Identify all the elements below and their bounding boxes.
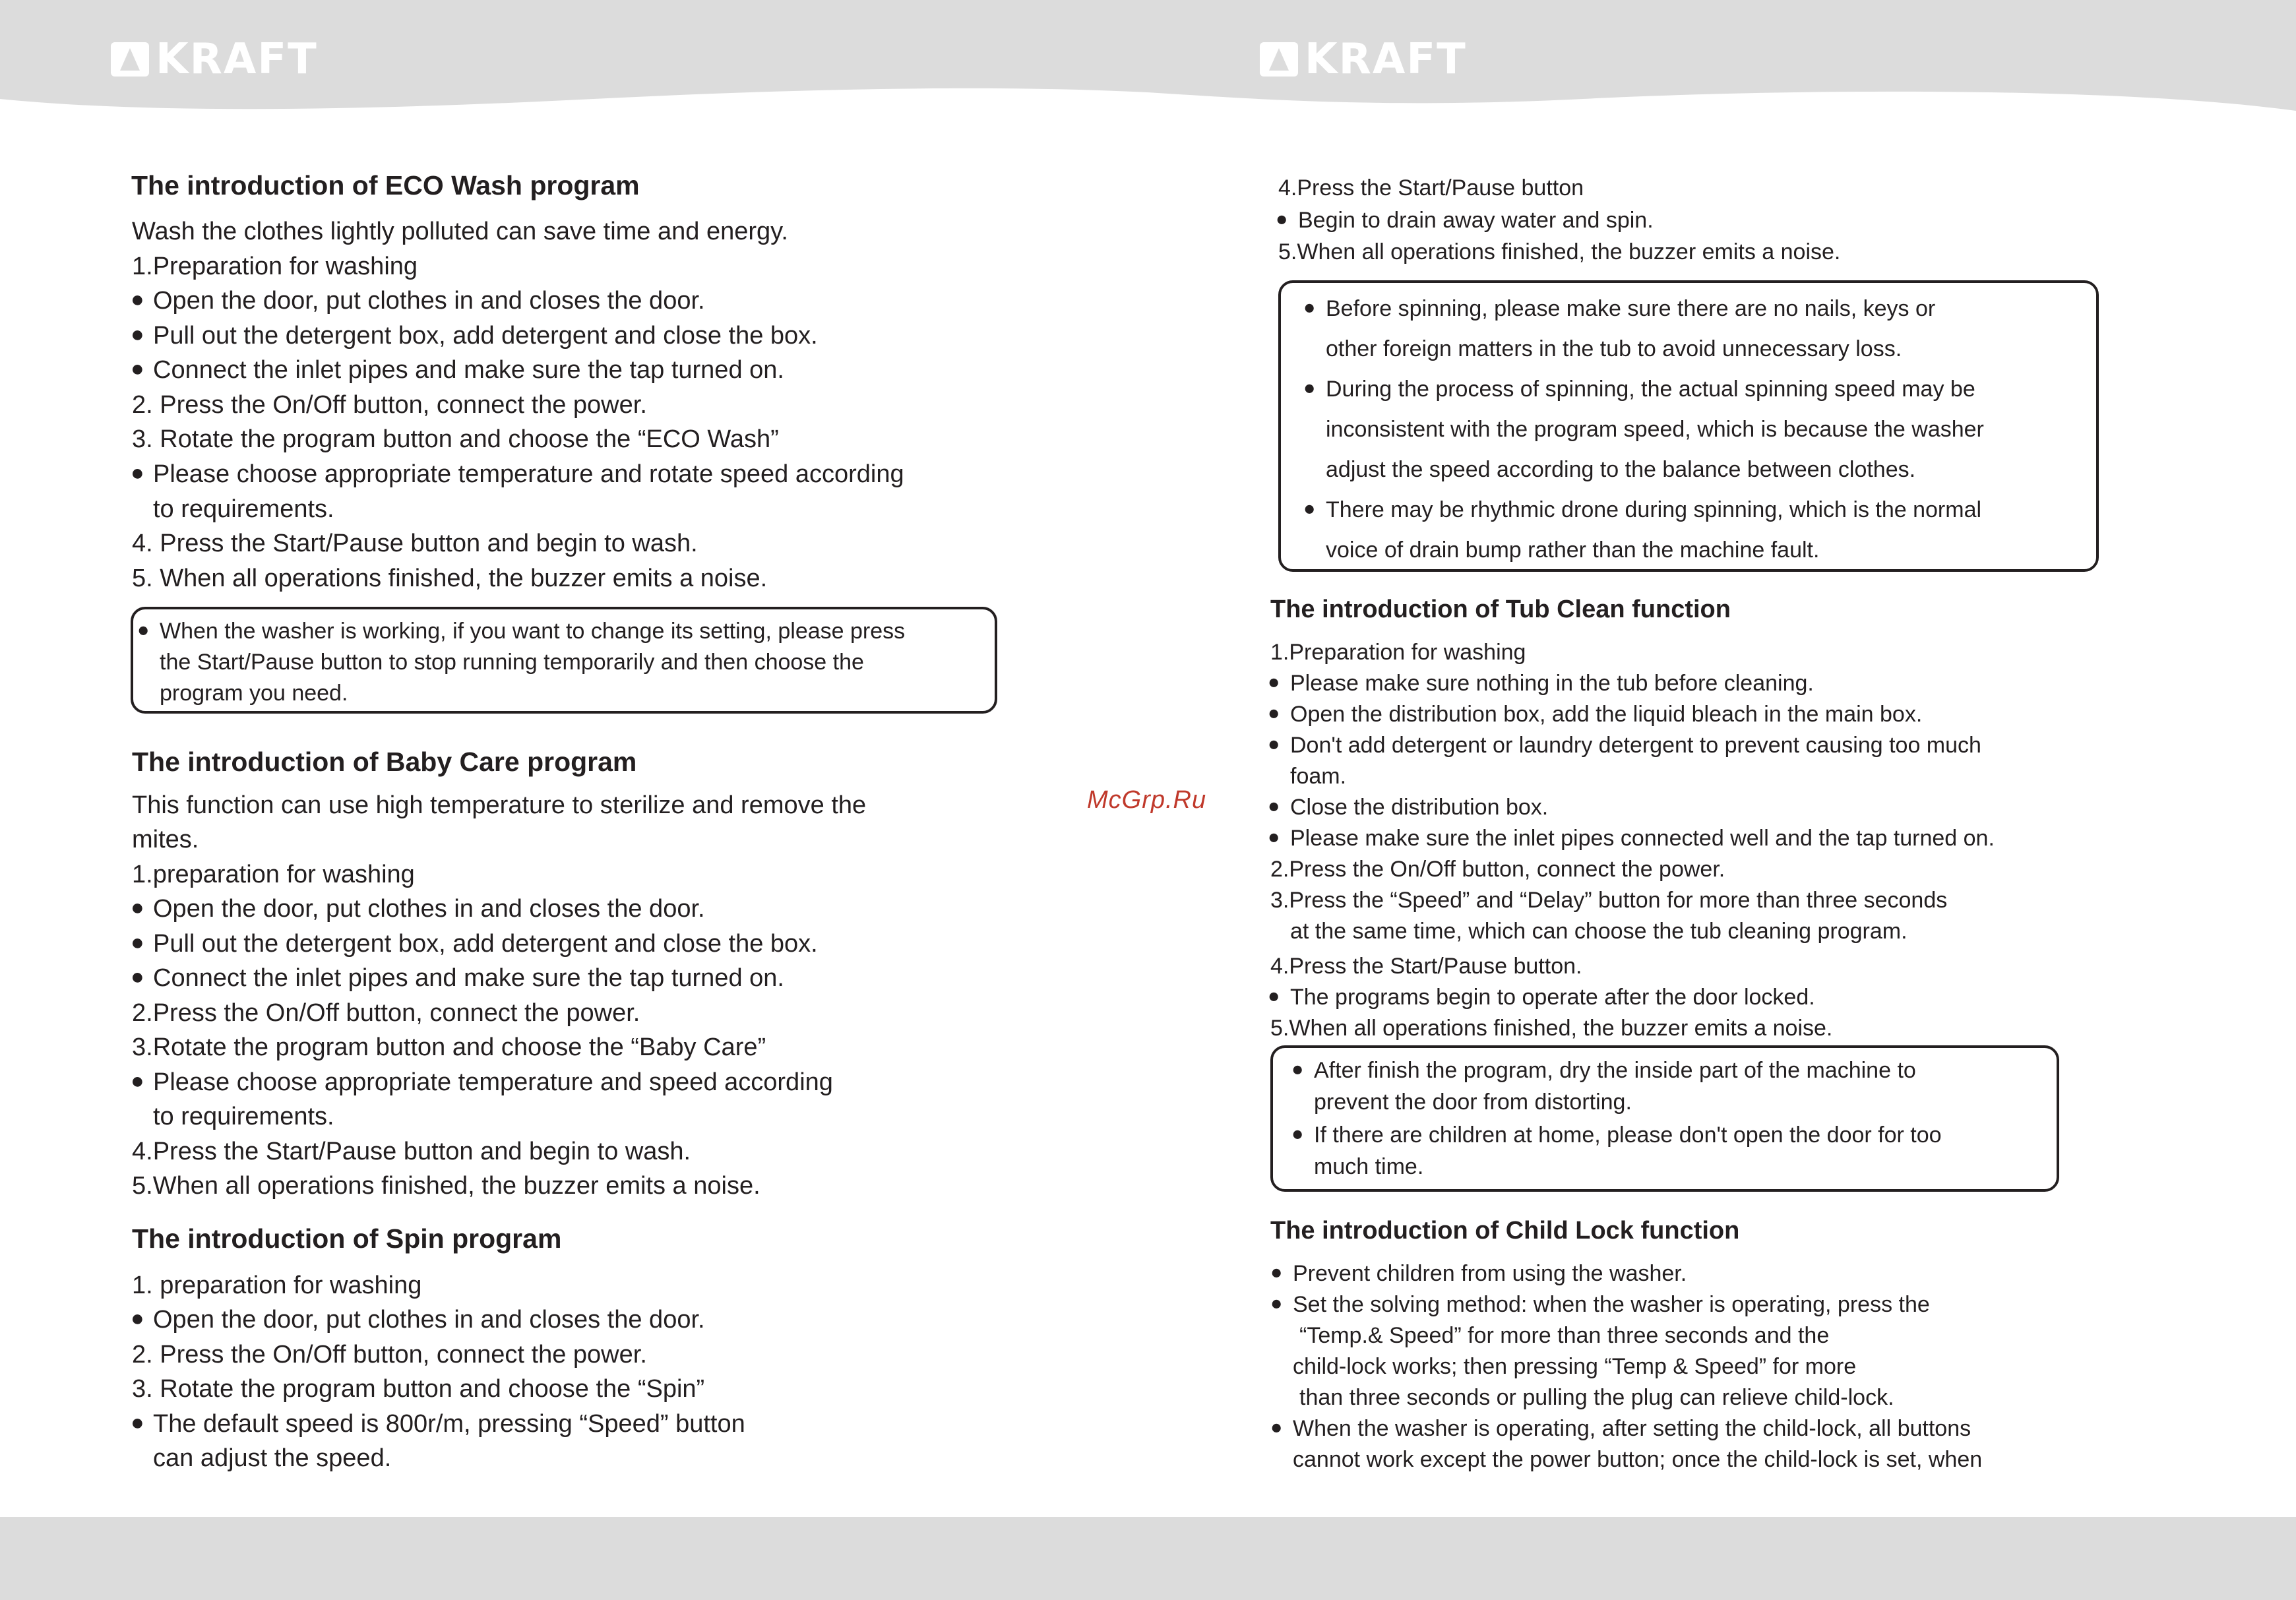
note-line: ● When the washer is working, if you want to change its setting, please press xyxy=(160,619,905,644)
note-line: ● Before spinning, please make sure there are no nails, keys or xyxy=(1326,296,1935,322)
baby-title: The introduction of Baby Care program xyxy=(132,747,637,777)
list-item: 5.When all operations finished, the buzzer emits a noise. xyxy=(1278,239,1841,264)
list-item: can adjust the speed. xyxy=(153,1444,392,1472)
list-item: 1. preparation for washing xyxy=(132,1272,422,1299)
footer-band xyxy=(0,1517,2296,1600)
note-line: the Start/Pause button to stop running temporarily and then choose the xyxy=(160,650,864,675)
list-item: “Temp.& Speed” for more than three seconds and the xyxy=(1299,1323,1830,1348)
list-item: ● Prevent children from using the washer. xyxy=(1293,1261,1687,1287)
right-page xyxy=(1148,0,2296,1517)
list-item: 2. Press the On/Off button, connect the power. xyxy=(132,391,647,419)
list-item: 3. Rotate the program button and choose the “ECO Wash” xyxy=(132,425,779,453)
list-item: 3.Press the “Speed” and “Delay” button for more than three seconds xyxy=(1270,888,1948,913)
list-item: 3. Rotate the program button and choose the “Spin” xyxy=(132,1375,705,1403)
list-item: ● Connect the inlet pipes and make sure the tap turned on. xyxy=(153,964,784,993)
list-item: ● Open the door, put clothes in and closes the door. xyxy=(153,1306,705,1334)
list-item: at the same time, which can choose the tub cleaning program. xyxy=(1290,919,1908,944)
list-item: 1.Preparation for washing xyxy=(132,253,418,280)
list-item: ● Connect the inlet pipes and make sure the tap turned on. xyxy=(153,356,784,385)
eco-title: The introduction of ECO Wash program xyxy=(131,170,640,200)
list-item: 4. Press the Start/Pause button and begin to wash. xyxy=(132,530,698,557)
left-page xyxy=(0,0,1148,1517)
tub-note-box xyxy=(1270,1045,2059,1192)
list-item: child-lock works; then pressing “Temp & Speed” for more xyxy=(1293,1354,1857,1379)
list-item: foam. xyxy=(1290,764,1347,789)
list-item: to requirements. xyxy=(153,1103,334,1130)
list-item: 4.Press the Start/Pause button. xyxy=(1270,954,1582,979)
list-item: This function can use high temperature to sterilize and remove the xyxy=(132,791,867,819)
note-line: inconsistent with the program speed, which is because the washer xyxy=(1326,417,1984,442)
note-line: other foreign matters in the tub to avoid unnecessary loss. xyxy=(1326,336,1902,361)
list-item: 4.Press the Start/Pause button and begin to wash. xyxy=(132,1138,691,1165)
list-item: ● The default speed is 800r/m, pressing “Speed” button xyxy=(153,1410,745,1438)
note-line: ● If there are children at home, please don't open the door for too xyxy=(1314,1123,1942,1148)
watermark: McGrp.Ru xyxy=(1087,786,1207,814)
eco-intro: Wash the clothes lightly polluted can save time and energy. xyxy=(132,218,788,245)
lock-title: The introduction of Child Lock function xyxy=(1270,1217,1740,1245)
list-item: ● Open the door, put clothes in and closes the door. xyxy=(153,895,705,923)
list-item: ● Please choose appropriate temperature and speed according xyxy=(153,1068,833,1097)
note-line: adjust the speed according to the balance between clothes. xyxy=(1326,457,1916,482)
spin-title: The introduction of Spin program xyxy=(132,1223,562,1254)
list-item: 5. When all operations finished, the buzzer emits a noise. xyxy=(132,565,768,592)
list-item: 2.Press the On/Off button, connect the power. xyxy=(1270,857,1725,882)
list-item: ● Please choose appropriate temperature and rotate speed according xyxy=(153,460,904,489)
list-item: cannot work except the power button; once the child-lock is set, when xyxy=(1293,1447,1983,1472)
list-item: mites. xyxy=(132,826,199,853)
list-item: 2. Press the On/Off button, connect the power. xyxy=(132,1341,647,1369)
list-item: ● Open the distribution box, add the liquid bleach in the main box. xyxy=(1290,702,1922,727)
list-item: 5.When all operations finished, the buzzer emits a noise. xyxy=(1270,1016,1833,1041)
list-item: ● Pull out the detergent box, add detergent and close the box. xyxy=(153,930,818,958)
note-line: much time. xyxy=(1314,1154,1424,1179)
spin-note-box xyxy=(1278,280,2099,572)
note-line: voice of drain bump rather than the machine fault. xyxy=(1326,538,1820,563)
list-item: ● Please make sure the inlet pipes connected well and the tap turned on. xyxy=(1290,826,1995,851)
note-line: program you need. xyxy=(160,681,348,706)
list-item: ● Set the solving method: when the washer is operating, press the xyxy=(1293,1292,1930,1318)
list-item: 2.Press the On/Off button, connect the power. xyxy=(132,999,640,1027)
list-item: ● When the washer is operating, after setting the child-lock, all buttons xyxy=(1293,1416,1971,1442)
list-item: ● Open the door, put clothes in and closes the door. xyxy=(153,287,705,315)
brand-logo-left: KRAFT xyxy=(111,41,318,78)
note-line: prevent the door from distorting. xyxy=(1314,1090,1632,1115)
note-line: ● After finish the program, dry the inside part of the machine to xyxy=(1314,1058,1916,1084)
eco-note-box xyxy=(131,607,997,714)
list-item: 1.preparation for washing xyxy=(132,861,415,888)
list-item: ● Close the distribution box. xyxy=(1290,795,1548,820)
list-item: ● Begin to drain away water and spin. xyxy=(1298,208,1654,233)
list-item: ● Please make sure nothing in the tub before cleaning. xyxy=(1290,671,1814,696)
note-line: ● There may be rhythmic drone during spinning, which is the normal xyxy=(1326,497,1981,523)
brand-logo-right: KRAFT xyxy=(1260,41,1467,78)
list-item: ● Don't add detergent or laundry detergent to prevent causing too much xyxy=(1290,733,1981,758)
list-item: 4.Press the Start/Pause button xyxy=(1278,175,1584,200)
tub-title: The introduction of Tub Clean function xyxy=(1270,596,1731,623)
list-item: to requirements. xyxy=(153,495,334,523)
list-item: ● The programs begin to operate after the door locked. xyxy=(1290,985,1815,1010)
list-item: than three seconds or pulling the plug can relieve child-lock. xyxy=(1299,1385,1894,1410)
list-item: 3.Rotate the program button and choose the “Baby Care” xyxy=(132,1033,766,1061)
note-line: ● During the process of spinning, the actual spinning speed may be xyxy=(1326,377,1975,402)
list-item: 5.When all operations finished, the buzzer emits a noise. xyxy=(132,1172,760,1200)
list-item: 1.Preparation for washing xyxy=(1270,640,1526,665)
list-item: ● Pull out the detergent box, add detergent and close the box. xyxy=(153,322,818,350)
